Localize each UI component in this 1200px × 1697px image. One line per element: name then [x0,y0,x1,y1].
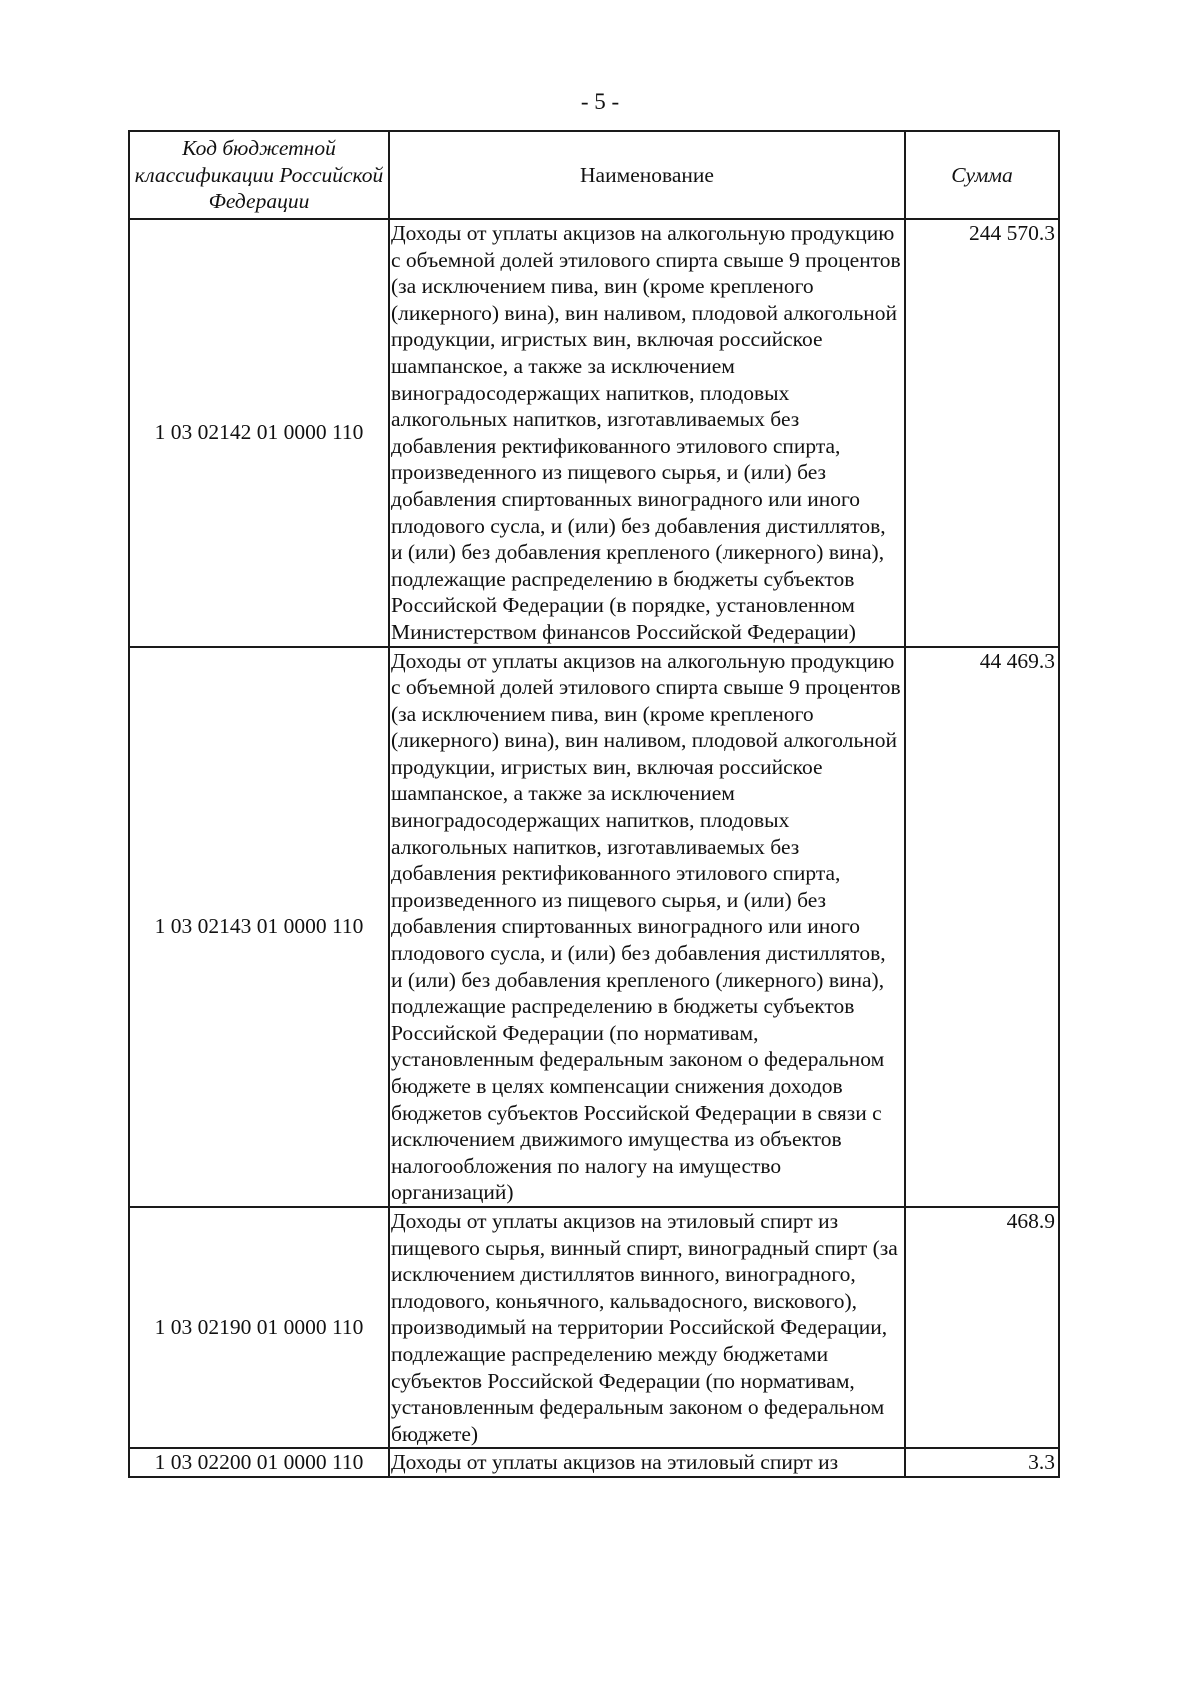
row-sum: 44 469.3 [905,647,1059,1207]
page-number: - 5 - [580,89,620,114]
row-sum: 244 570.3 [905,219,1059,647]
row-name: Доходы от уплаты акцизов на этиловый спирт из [389,1448,905,1477]
budget-classification-table [128,130,1060,1478]
table-header-row [129,131,1059,219]
header-name: Наименование [389,131,905,219]
row-sum: 468.9 [905,1207,1059,1448]
table-row [129,219,1059,647]
row-sum: 3.3 [905,1448,1059,1477]
header-code: Код бюджетной классификации Российской Федерации [129,131,389,219]
row-name: Доходы от уплаты акцизов на алкогольную продукцию с объемной долей этилового спирта свыше 9 процентов (за исключением пива, вин (кроме крепленого (ликерного) вина), вин наливом, плодовой алкогольной продукции, игристых вин, включая российское шампанское, а также за исключением виноградосодержащих напитков, плодовых алкогольных напитков, изготавливаемых без добавления ректификованного этилового спирта, произведенного из пищевого сырья, и (или) без добавления спиртованных виноградного или иного плодового сусла, и (или) без добавления дистиллятов, и (или) без добавления крепленого (ликерного) вина), подлежащие распределению в бюджеты субъектов Российской Федерации (в порядке, установленном Министерством финансов Российской Федерации) [389,219,905,647]
row-name: Доходы от уплаты акцизов на алкогольную продукцию с объемной долей этилового спирта свыше 9 процентов (за исключением пива, вин (кроме крепленого (ликерного) вина), вин наливом, плодовой алкогольной продукции, игристых вин, включая российское шампанское, а также за исключением виноградосодержащих напитков, плодовых алкогольных напитков, изготавливаемых без добавления ректификованного этилового спирта, произведенного из пищевого сырья, и (или) без добавления спиртованных виноградного или иного плодового сусла, и (или) без добавления дистиллятов, и (или) без добавления крепленого (ликерного) вина), подлежащие распределению в бюджеты субъектов Российской Федерации (по нормативам, установленным федеральным законом о федеральном бюджете в целях компенсации снижения доходов бюджетов субъектов Российской Федерации в связи с исключением движимого имущества из объектов налогообложения по налогу на имущество организаций) [389,647,905,1207]
row-code: 1 03 02143 01 0000 110 [129,647,389,1207]
row-code: 1 03 02200 01 0000 110 [129,1448,389,1477]
row-name: Доходы от уплаты акцизов на этиловый спирт из пищевого сырья, винный спирт, виноградный спирт (за исключением дистиллятов винного, виноградного, плодового, коньячного, кальвадосного, вискового), производимый на территории Российской Федерации, подлежащие распределению между бюджетами субъектов Российской Федерации (по нормативам, установленным федеральным законом о федеральном бюджете) [389,1207,905,1448]
table-row [129,1207,1059,1448]
row-code: 1 03 02142 01 0000 110 [129,219,389,647]
row-code: 1 03 02190 01 0000 110 [129,1207,389,1448]
header-sum: Сумма [905,131,1059,219]
table-row [129,1448,1059,1477]
table-row [129,647,1059,1207]
